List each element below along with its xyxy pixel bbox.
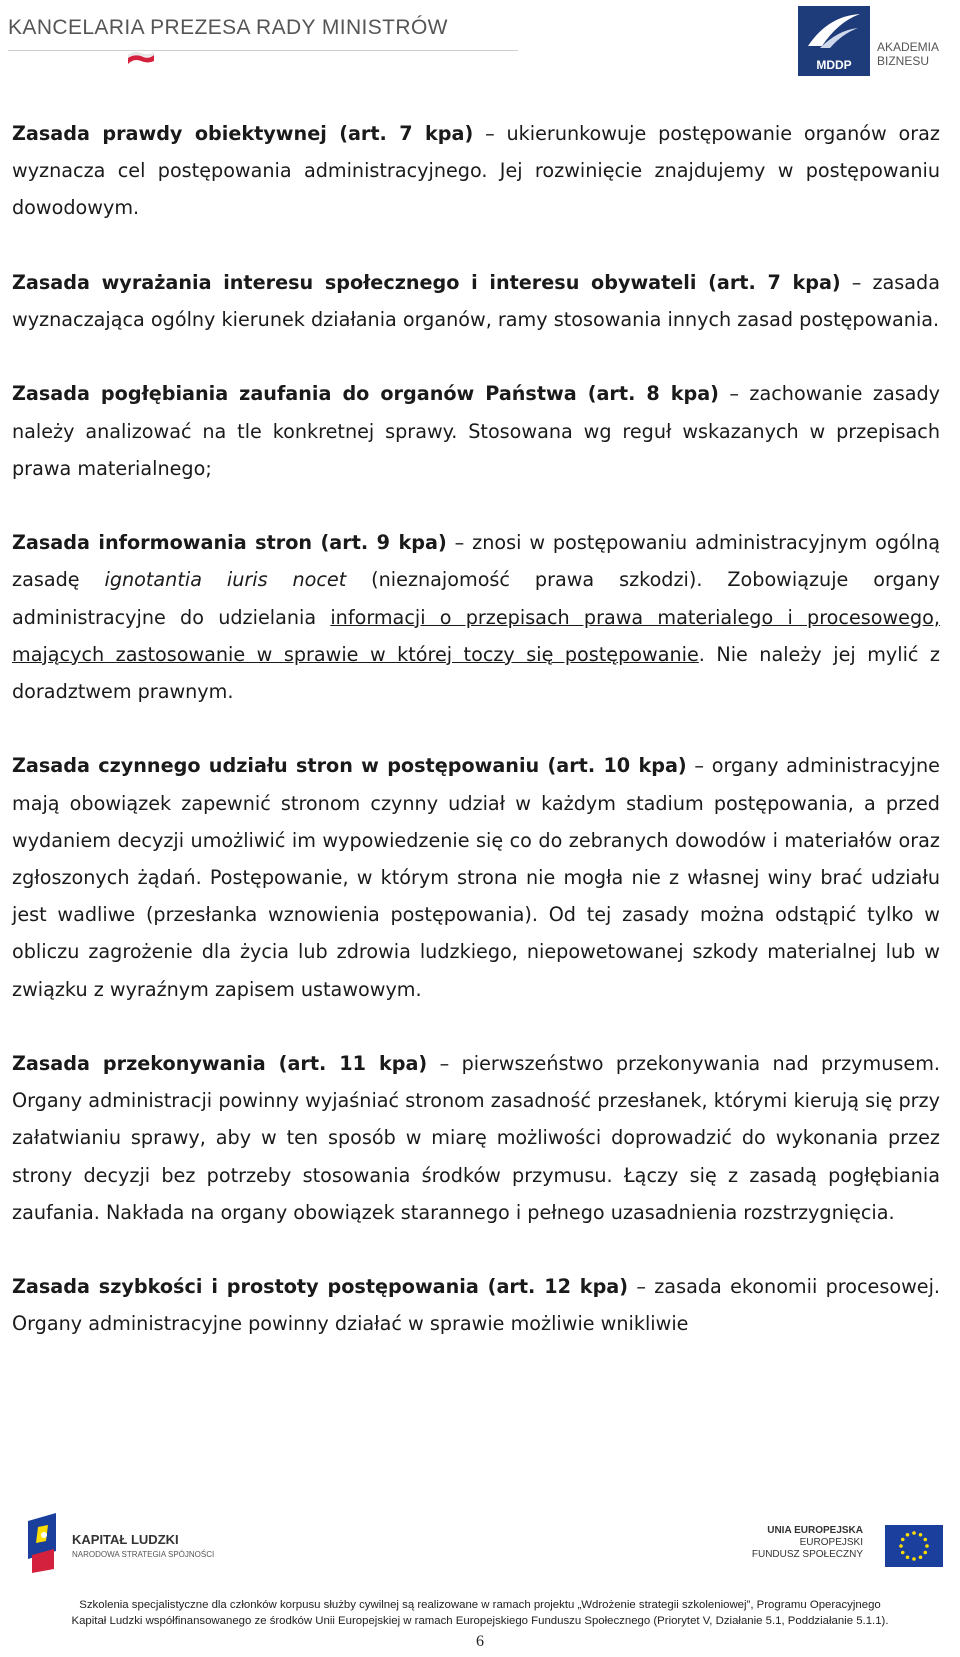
akademia-line: AKADEMIA: [877, 40, 940, 54]
kapital-ludzki-emblem-icon: [24, 1511, 60, 1575]
paragraph-informowanie: [12, 524, 940, 710]
paragraph-text: – ukierunkowuje postępowanie organów oraz wyznacza cel postępowania administracyjnego. Jej rozwinięcie znajdujemy w postępowaniu dowodowym.: [12, 122, 940, 220]
paragraph-heading: Zasada prawdy obiektywnej (art. 7 kpa): [12, 122, 474, 145]
paragraph-czynny-udzial: [12, 747, 940, 1007]
eu-star-icon: [901, 1551, 905, 1555]
paragraph-heading: Zasada informowania stron (art. 9 kpa): [12, 531, 447, 555]
mddp-logo-text: MDDP: [816, 58, 852, 72]
eu-star-icon: [923, 1538, 927, 1542]
paragraph-text: . Nie należy jej mylić z doradztwem prawnym.: [12, 642, 940, 703]
footer-logos: [0, 1505, 960, 1585]
footer-note-line: Szkolenia specjalistyczne dla członków korpusu służby cywilnej są realizowane w ramach projektu „Wdrożenie strategii szkoleniowej”, Programu Operacyjnego: [79, 1599, 881, 1611]
paragraph-text: (nieznajomość prawa szkodzi). Zobowiązuje organy administracyjne do udzielania: [12, 568, 940, 629]
latin-maxim: ignotantia iuris nocet: [104, 568, 347, 592]
paragraph-text: – organy administracyjne mają obowiązek zapewnić stronom czynny udział w każdym stadium postępowania, a przed wydaniem decyzji umożliwić im wypowiedzenie się co do zebranych dowodów i materiałów oraz zgłoszonych żądań. Postępowanie, w którym strona nie mogła nie z własnej winy brać udziału jest wadliwe (przesłanka wznowienia postępowania). Od tej zasady można odstąpić tylko w obliczu zagrożenie dla życia lub zdrowia ludzkiego, niepowetowanej szkody materialnej lub w związku z wyraźnym zapisem ustawowym.: [12, 754, 940, 1001]
paragraph-przekonywanie: [12, 1045, 940, 1231]
page-number: 6: [476, 1633, 484, 1650]
paragraph-heading: Zasada czynnego udziału stron w postępowaniu (art. 10 kpa): [12, 754, 687, 778]
akademia-biznesu-text: [877, 40, 939, 68]
ue-line: FUNDUSZ SPOŁECZNY: [751, 1549, 863, 1560]
paragraph-szybkosc: [12, 1268, 940, 1342]
eu-star-icon: [912, 1531, 916, 1535]
footer-note: [8, 1597, 952, 1629]
ue-line: UNIA EUROPEJSKA: [767, 1525, 863, 1536]
kapital-ludzki-subtitle: NARODOWA STRATEGIA SPÓJNOŚCI: [72, 1550, 215, 1559]
eu-flag-icon: [885, 1525, 943, 1567]
paragraph-text: – pierwszeństwo przekonywania nad przymusem. Organy administracji powinny wyjaśniać stronom zasadność przesłanek, którymi kierują się przy załatwianiu sprawy, aby w ten sposób w miarę możliwości doprowadzić do wykonania przez strony decyzji bez potrzeby stosowania środków przymusu. Łączy się z zasadą pogłębiania zaufania. Nakłada na organy obowiązek starannego i pełnego uzasadnienia rozstrzygnięcia.: [12, 1052, 940, 1224]
paragraph-text: – znosi w postępowaniu administracyjnym ogólną zasadę: [12, 531, 940, 592]
eu-star-icon: [906, 1555, 910, 1559]
paragraph-heading: Zasada pogłębiania zaufania do organów Państwa (art. 8 kpa): [12, 382, 719, 406]
paragraph-heading: Zasada przekonywania (art. 11 kpa): [12, 1052, 428, 1075]
paragraph-interes-spoleczny: [12, 264, 940, 338]
header-divider: [8, 50, 518, 51]
footer-note-line: Kapitał Ludzki współfinansowanego ze środków Unii Europejskiej w ramach Europejskiego Funduszu Społecznego (Priorytet V, Działanie 5.1, Poddziałanie 5.1.1).: [71, 1615, 889, 1627]
eu-star-icon: [919, 1555, 923, 1559]
paragraph-heading: Zasada wyrażania interesu społecznego i interesu obywateli (art. 7 kpa): [12, 270, 841, 294]
eu-star-icon: [919, 1533, 923, 1537]
paragraph-heading: Zasada szybkości i prostoty postępowania (art. 12 kpa): [12, 1275, 629, 1299]
page-header: [0, 0, 960, 90]
paragraph-text: – zasada ekonomii procesowej. Organy administracyjne powinny działać w sprawie możliwie wnikliwie: [12, 1275, 941, 1336]
polish-flag-icon: [128, 52, 154, 64]
eu-star-icon: [912, 1557, 916, 1561]
ue-text: [752, 1525, 863, 1561]
eu-star-icon: [901, 1538, 905, 1542]
paragraph-text: – zachowanie zasady należy analizować na tle konkretnej sprawy. Stosowana wg reguł wskazanych w przepisach prawa materialnego;: [12, 382, 940, 480]
paragraph-prawda-obiektywna: [12, 115, 940, 227]
ue-line: EUROPEJSKI: [799, 1537, 863, 1548]
document-body: [12, 115, 940, 1380]
kapital-ludzki-title: KAPITAŁ LUDZKI: [72, 1532, 179, 1547]
kprm-logo-text: KANCELARIA PREZESA RADY MINISTRÓW: [8, 16, 448, 39]
mddp-logo: [798, 6, 870, 76]
eu-star-icon: [899, 1544, 903, 1548]
paragraph-zaufanie: [12, 375, 940, 487]
eu-star-icon: [923, 1551, 927, 1555]
swoosh-icon: [798, 6, 870, 56]
underlined-phrase: informacji o przepisach prawa materialego i procesowego, mających zastosowanie w sprawie w której toczy się postępowanie: [12, 605, 940, 666]
eu-star-icon: [925, 1544, 929, 1548]
biznesu-line: BIZNESU: [877, 54, 930, 68]
eu-star-icon: [906, 1533, 910, 1537]
paragraph-text: – zasada wyznaczająca ogólny kierunek działania organów, ramy stosowania innych zasad postępowania.: [12, 270, 940, 331]
